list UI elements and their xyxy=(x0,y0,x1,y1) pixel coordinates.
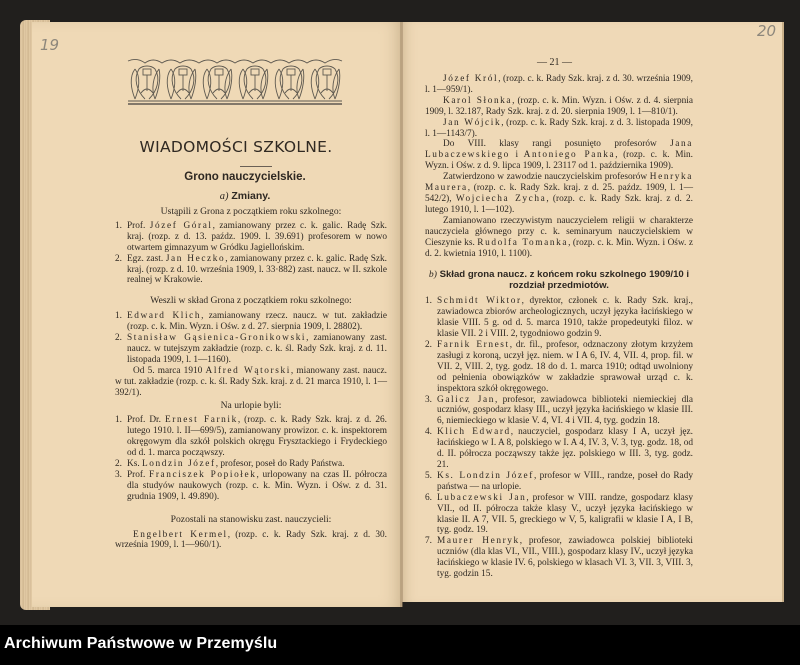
list-item: 2. Stanisław Gąsienica-Gronikowski, zamianowany zast. naucz. w tutejszym zakładzie (rozp. c. k. śl. Rady Szk. kraj. z d. 11. listopada 1909, l. 1—1160). xyxy=(115,333,387,365)
person-name: Jan Wójcik xyxy=(443,117,502,128)
person-name: Schmidt Wiktor xyxy=(437,296,522,307)
subsection-heading xyxy=(110,190,380,202)
paragraph: Zatwierdzono w zawodzie nauczycielskim profesorów Henryka Maurera, (rozp. c. k. Rady Szk. kraj. z d. 25. paźdz. 1909, l. 1—542/2), Wojciecha Zycha, (rozp. c. k. Rady Szk. kraj. z d. 2. lutego 1910, l. 1—102). xyxy=(425,172,694,215)
person-name: Franciszek Popiołek xyxy=(149,469,257,480)
list-item: 1. Edward Klich, zamianowany rzecz. naucz. w tut. zakładzie (rozp. c. k. Min. Wyzn. i Ośw. z d. 27. sierpnia 1909, l. 28802). xyxy=(115,311,387,333)
title-divider xyxy=(240,166,272,167)
staff-item: 6. Lubaczewski Jan, profesor w VIII. randze, gospodarz klasy VII., od II. półrocza także klasy V., uczył języka łacińskiego w klasie II. A 7, VII. 5, greckiego w V, 5, kaligrafii w klasie I A, I B, tyg. godz. 19. xyxy=(425,492,693,536)
person-name: Karol Słonka xyxy=(443,95,513,106)
person-name: Stanisław Gąsienica-Gronikowski xyxy=(127,333,307,344)
list-item: 3. Prof. Franciszek Popiołek, urlopowany na czas II. półrocza dla studyów naukowych (rozp. c. k. Min. Wyzn. i Ośw. z d. 31. grudnia 1909, l. 49.890). xyxy=(115,469,387,502)
person-name: Józef Góral xyxy=(149,220,213,231)
person-name: Klich Edward xyxy=(437,427,511,438)
subsection-letter: a) xyxy=(219,191,229,202)
page-title: WIADOMOŚCI SZKOLNE. xyxy=(139,138,333,156)
person-name: Maurer Henryk xyxy=(437,536,520,547)
right-page-body xyxy=(425,74,693,580)
joined-intro: Weszli w skład Grona z początkiem roku szkolnego: xyxy=(150,295,352,307)
person-name: Lubaczewski Jan xyxy=(437,492,527,503)
book-spine xyxy=(400,22,403,607)
paragraph: Zamianowano rzeczywistym nauczycielem religii w charakterze nauczyciela głównego przy c. k. seminaryum nauczycielskiem w Cieszynie ks. Rudolfa Tomanka, (rozp. c. k. Min. Wyzn. i Ośw. z d. 2. kwietnia 1910, l. 1100). xyxy=(425,215,693,259)
paragraph: Jan Wójcik, (rozp. c. k. Rady Szk. kraj. z d. 3. listopada 1909, l. 1—1143/7). xyxy=(425,117,693,139)
pencil-folio-right: 20 xyxy=(757,22,777,40)
section-b-letter: b) xyxy=(428,269,437,281)
person-name: Galicz Jan xyxy=(437,394,495,405)
staff-item: 2. Farnik Ernest, dr. fil., profesor, odznaczony złotym krzyżem zasługi z koroną, uczył jęz. niem. w I A 6, IV. 4, VII. 4, prop. fil. w VII. 2, VIII. 2, tyg. godz. 18 do d. 1. marca 1910; odtąd uwolniony od pełnienia obowiązków w zakładzie sprawował urząd c. k. inspektora szkół okręgowego. xyxy=(425,340,693,394)
person-name: Londzin Józef xyxy=(141,459,216,470)
staff-item: 7. Maurer Henryk, profesor, zawiadowca polskiej biblioteki uczniów (dla klas VI., VII., VIII.), gospodarz klasy IV., uczył języka łacińskiego w klasie IV. 6, polskiego w klasach VI. 3, VII. 3, VIII. 3, tyg. godzin 15. xyxy=(425,536,693,580)
person-name: Ks. Londzin Józef xyxy=(437,470,534,481)
section-b-heading xyxy=(425,269,693,291)
staff-item: 4. Klich Edward, nauczyciel, gospodarz klasy I A, uczył jęz. łacińskiego w I. A 8, polskiego w I. A 4, IV. 3, V. 3, tyg. godz. 18, od d. II. półrocza począwszy także jęz. polskiego w III. 3, tyg. godz. 21. xyxy=(425,427,693,470)
person-name: Engelbert Kermel xyxy=(133,529,228,540)
person-name: Alfred Wątorski xyxy=(205,365,291,376)
paragraph: Józef Król, (rozp. c. k. Rady Szk. kraj. z d. 30. września 1909, l. 1—959/1). xyxy=(425,74,693,95)
list-item: 1. Prof. Dr. Ernest Farnik, (rozp. c. k. Rady Szk. kraj. z d. 26. lutego 1910. l. II—699/5), zamianowany prowizor. c. k. inspektorem okręgowym dla szkół polskich okręgu Frysztackiego i Frydeckiego od d. 1. marca począwszy. xyxy=(115,415,388,459)
paragraph: Karol Słonka, (rozp. c. k. Min. Wyzn. i Ośw. z d. 4. sierpnia 1909, l. 32.187, Rady Szk. kraj. z d. 20. sierpnia 1909, l. 1—810/1). xyxy=(425,95,693,117)
subsection-title: Zmiany. xyxy=(231,190,271,202)
staff-item: 1. Schmidt Wiktor, dyrektor, członek c. k. Rady Szk. kraj., zawiadowca zbiorów archeologicznych, uczył języka łacińskiego w klasie VIII. 5 g. od d. 5. marca 1910, także propedeutyki filoz. w klasie VII. 2 i VIII. 2, tygodniowo godzin 9. xyxy=(425,296,693,340)
paragraph: Do VIII. klasy rangi posunięto profesorów Jana Lubaczewskiego i Antoniego Panka, (rozp. c. k. Min. Wyzn. i Ośw. z d. 9. lipca 1909, l. 23117 od 1. października 1909). xyxy=(425,139,694,172)
person-name: Wojciecha Zycha xyxy=(455,193,547,204)
remained-intro: Pozostali na stanowisku zast. nauczycieli: xyxy=(170,513,332,525)
person-name: Antoniego Panka xyxy=(523,150,616,161)
person-name: Farnik Ernest xyxy=(437,340,510,351)
art-nouveau-ornament-icon xyxy=(127,55,343,107)
paragraph: Engelbert Kermel, (rozp. c. k. Rady Szk. kraj. z d. 30. września 1909, l. 1—960/1). xyxy=(115,529,387,551)
pencil-folio-left: 19 xyxy=(40,36,60,54)
person-name: Edward Klich xyxy=(127,311,202,322)
section-b-title: Skład grona naucz. z końcem roku szkolnego 1909/10 i rozdział przedmiotów. xyxy=(439,269,690,292)
archive-caption: Archiwum Państwowe w Przemyślu xyxy=(4,635,278,652)
list-item: 2. Ks. Londzin Józef, profesor, poseł do Rady Państwa. xyxy=(115,459,345,470)
left-page-body xyxy=(115,207,387,551)
staff-item: 3. Galicz Jan, profesor, zawiadowca biblioteki niemieckiej dla uczniów, gospodarz klasy III., uczył języka łacińskiego w klasie III. 6, niemieckiego w klasie V. 4, VI. 4 i VII. 4, tyg. godzin 18. xyxy=(425,394,693,427)
list-item: 1. Prof. Józef Góral, zamianowany przez c. k. galic. Radę Szk. kraj. (rozp. z d. 13. paźdz. 1909. l. 39.691) profesorem w nowo otwartem gimnazyum w Gródku Jagiellońskim. xyxy=(115,220,387,253)
leave-intro: Na urlopie byli: xyxy=(220,399,282,411)
person-name: Rudolfa Tomanka xyxy=(477,237,569,248)
person-name: Jan Heczko xyxy=(165,253,226,264)
person-name: Józef Król xyxy=(443,74,499,84)
staff-item: 5. Ks. Londzin Józef, profesor w VIII., randze, poseł do Rady państwa — na urlopie. xyxy=(425,470,693,492)
person-name: Jana Lubaczewskiego xyxy=(425,139,693,161)
departed-intro: Ustąpili z Grona z początkiem roku szkolnego: xyxy=(160,206,342,217)
section-heading: Grono nauczycielskie. xyxy=(184,171,306,183)
person-name: Ernest Farnik xyxy=(164,415,238,426)
person-name: Henryka Maurera xyxy=(425,172,693,194)
page-number: — 21 — xyxy=(537,57,572,68)
list-item: 2. Egz. zast. Jan Heczko, zamianowany przez c. k. galic. Radę Szk. kraj. (rozp. z d. 10. września 1909, l. 33·882) zast. naucz. w II. szkole realnej w Krakowie. xyxy=(115,253,387,286)
paragraph: Od 5. marca 1910 Alfred Wątorski, mianowany zast. naucz. w tut. zakładzie (rozp. c. k. śl. Rady Szk. kraj. z d. 21 marca 1910, l. 1—392/1). xyxy=(115,365,388,398)
